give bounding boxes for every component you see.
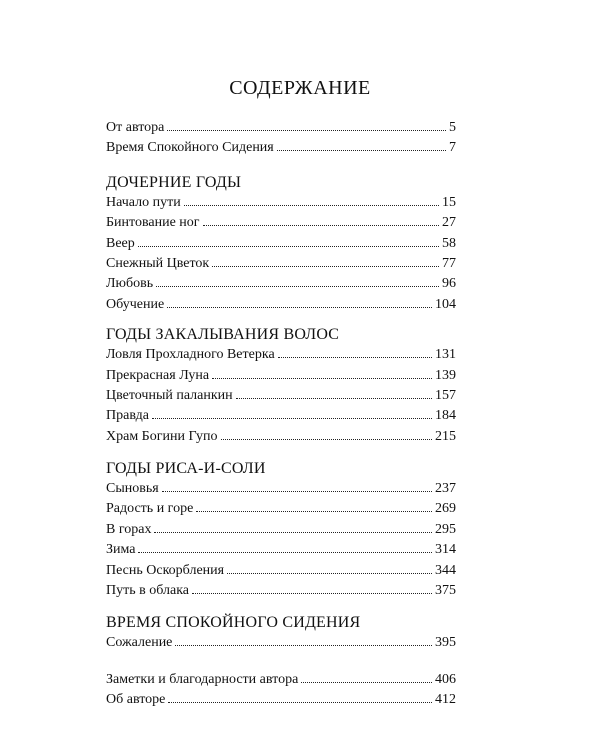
section-heading: ДОЧЕРНИЕ ГОДЫ [106, 173, 242, 191]
toc-entry [106, 633, 456, 653]
toc-entry [106, 366, 456, 386]
toc-entry [106, 540, 456, 560]
toc-entry [106, 690, 456, 710]
dot-leader [301, 681, 432, 683]
toc-entry [106, 670, 456, 690]
toc-entry-label: Правда [106, 408, 149, 424]
toc-entry-page: 131 [435, 347, 456, 363]
toc-entry [106, 581, 456, 601]
toc-entry-label: Об авторе [106, 692, 166, 708]
toc-entry [106, 345, 456, 365]
section-heading: ВРЕМЯ СПОКОЙНОГО СИДЕНИЯ [106, 614, 361, 632]
toc-entry [106, 406, 456, 426]
dot-leader [277, 149, 446, 151]
toc-entry-page: 412 [435, 692, 456, 708]
toc-entry-label: Путь в облака [106, 583, 190, 599]
toc-entry [106, 234, 456, 254]
toc-entry-page: 7 [449, 140, 456, 156]
dot-leader [203, 224, 439, 226]
toc-entry [106, 193, 456, 213]
toc-entry-page: 5 [449, 120, 456, 135]
toc-entry-label: Зима [106, 542, 136, 558]
toc-entry-page: 184 [435, 408, 456, 424]
toc-entry-page: 295 [435, 521, 456, 537]
dot-leader [162, 490, 432, 492]
toc-entry-page: 139 [435, 367, 456, 383]
section-heading: ГОДЫ РИСА-И-СОЛИ [106, 460, 266, 478]
toc-entry-page: 77 [442, 255, 456, 271]
toc-entry-label: Снежный Цветок [106, 255, 210, 271]
toc-entry-page: 269 [435, 501, 456, 517]
dot-leader [184, 204, 439, 206]
toc-entry-page: 15 [442, 194, 456, 210]
dot-leader [227, 572, 432, 574]
toc-section-hairpinning-years [106, 325, 456, 447]
toc-entry [106, 561, 456, 581]
toc-entry-page: 27 [442, 215, 456, 231]
dot-leader [212, 265, 439, 267]
toc-section-daughter-years [106, 173, 456, 315]
section-heading: ГОДЫ ЗАКАЛЫВАНИЯ ВОЛОС [106, 326, 340, 344]
dot-leader [278, 356, 432, 358]
toc-entry-label: Обучение [106, 296, 165, 312]
toc-entry [106, 138, 456, 158]
toc-entry-page: 314 [435, 542, 456, 558]
toc-entry-label: В горах [106, 521, 152, 537]
toc-entry-page: 215 [435, 428, 456, 444]
toc-entry-page: 406 [435, 671, 456, 687]
toc-entry-page: 104 [435, 296, 456, 312]
toc-entry-label: Бинтование ног [106, 215, 200, 231]
toc-entry [106, 386, 456, 406]
toc-entry [106, 213, 456, 233]
toc-entry [106, 274, 456, 294]
toc-entry-label: Время Спокойного Сидения [106, 140, 274, 156]
dot-leader [221, 438, 433, 440]
dot-leader [236, 397, 432, 399]
toc-entry-label: От автора [106, 120, 165, 135]
toc-section-rice-and-salt-years [106, 459, 456, 601]
dot-leader [154, 531, 432, 533]
toc-entry [106, 295, 456, 315]
toc-entry-page: 58 [442, 235, 456, 251]
toc-entry-label: Радость и горе [106, 501, 194, 517]
toc-section-quiet-sitting [106, 613, 456, 653]
dot-leader [175, 644, 432, 646]
toc-entry-label: Любовь [106, 276, 154, 292]
dot-leader [152, 417, 432, 419]
toc-entry-label: Цветочный паланкин [106, 387, 233, 403]
toc-entry-label: Сожаление [106, 635, 173, 651]
table-of-contents [106, 118, 456, 711]
toc-entry [106, 520, 456, 540]
toc-entry [106, 427, 456, 447]
dot-leader [138, 245, 439, 247]
dot-leader [167, 306, 432, 308]
toc-entry-page: 237 [435, 481, 456, 497]
dot-leader [156, 285, 439, 287]
toc-entry-page: 344 [435, 562, 456, 578]
toc-entry [106, 118, 456, 138]
toc-entry-page: 375 [435, 583, 456, 599]
toc-entry-label: Веер [106, 235, 135, 251]
toc-entry-label: Заметки и благодарности автора [106, 671, 299, 687]
dot-leader [168, 701, 432, 703]
dot-leader [196, 510, 432, 512]
toc-entry [106, 479, 456, 499]
dot-leader [192, 592, 432, 594]
dot-leader [167, 129, 446, 131]
toc-entry-label: Прекрасная Луна [106, 367, 210, 383]
dot-leader [212, 377, 432, 379]
toc-appendix-group [106, 670, 456, 711]
toc-entry-label: Сыновья [106, 481, 159, 497]
dot-leader [138, 551, 432, 553]
toc-entry-page: 395 [435, 635, 456, 651]
toc-entry-label: Храм Богини Гупо [106, 428, 218, 444]
toc-entry [106, 499, 456, 519]
toc-entry [106, 254, 456, 274]
toc-entry-label: Ловля Прохладного Ветерка [106, 347, 275, 363]
toc-entry-page: 157 [435, 387, 456, 403]
page-title: СОДЕРЖАНИЕ [229, 77, 371, 99]
toc-entry-page: 96 [442, 276, 456, 292]
toc-entry-label: Начало пути [106, 194, 181, 210]
toc-intro-group [106, 118, 456, 159]
toc-entry-label: Песнь Оскорбления [106, 562, 225, 578]
